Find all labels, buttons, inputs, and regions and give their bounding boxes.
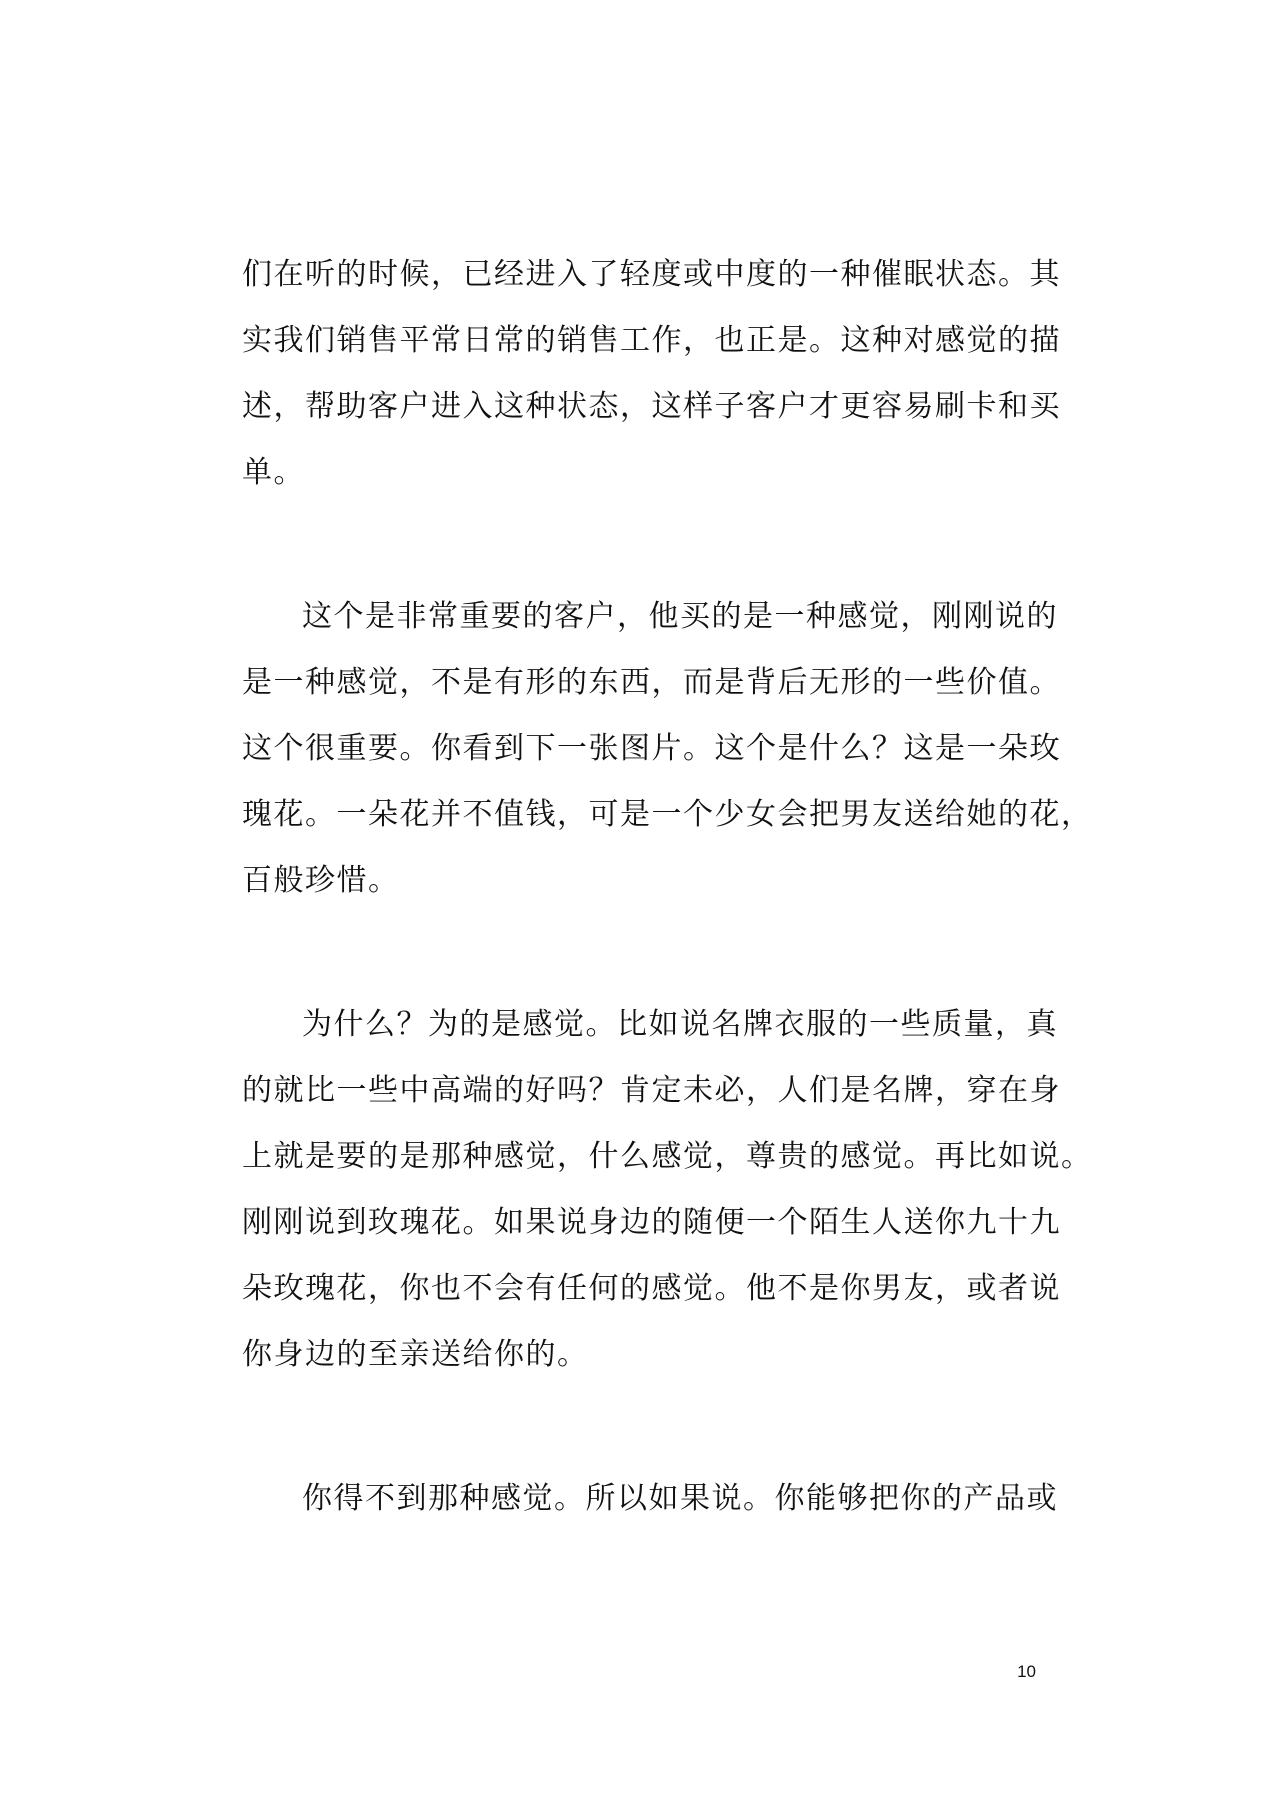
text-line: 瑰花。一朵花并不值钱，可是一个少女会把男友送给她的花， (242, 797, 1093, 832)
paragraph-2 (242, 584, 1093, 914)
text-line: 的就比一些中高端的好吗？肯定未必，人们是名牌，穿在身 (242, 1073, 1061, 1108)
paragraph-1 (242, 242, 1061, 506)
paragraph-4 (242, 1466, 1058, 1532)
text-line: 刚刚说到玫瑰花。如果说身边的随便一个陌生人送你九十九 (242, 1205, 1061, 1240)
text-line: 你得不到那种感觉。所以如果说。你能够把你的产品或 (302, 1481, 1058, 1516)
text-line: 是一种感觉，不是有形的东西，而是背后无形的一些价值。 (242, 665, 1061, 700)
text-line: 实我们销售平常日常的销售工作，也正是。这种对感觉的描 (242, 323, 1061, 358)
page-number: 10 (1017, 1662, 1036, 1681)
text-line: 这个是非常重要的客户，他买的是一种感觉，刚刚说的 (302, 599, 1058, 634)
text-line: 们在听的时候，已经进入了轻度或中度的一种催眠状态。其 (242, 257, 1061, 292)
text-line: 述，帮助客户进入这种状态，这样子客户才更容易刷卡和买 (242, 389, 1061, 424)
paragraph-spacer (242, 506, 1032, 584)
text-line: 为什么？为的是感觉。比如说名牌衣服的一些质量，真 (302, 1007, 1058, 1042)
paragraph-spacer (242, 914, 1032, 992)
text-line: 上就是要的是那种感觉，什么感觉，尊贵的感觉。再比如说。 (242, 1139, 1093, 1174)
text-line: 你身边的至亲送给你的。 (242, 1337, 589, 1372)
text-line: 单。 (242, 455, 305, 490)
paragraph-spacer (242, 1388, 1032, 1466)
text-line: 这个很重要。你看到下一张图片。这个是什么？这是一朵玫 (242, 731, 1061, 766)
text-line: 朵玫瑰花，你也不会有任何的感觉。他不是你男友，或者说 (242, 1271, 1061, 1306)
paragraph-3 (242, 992, 1093, 1388)
body-text (242, 242, 1093, 1532)
text-line: 百般珍惜。 (242, 863, 400, 898)
